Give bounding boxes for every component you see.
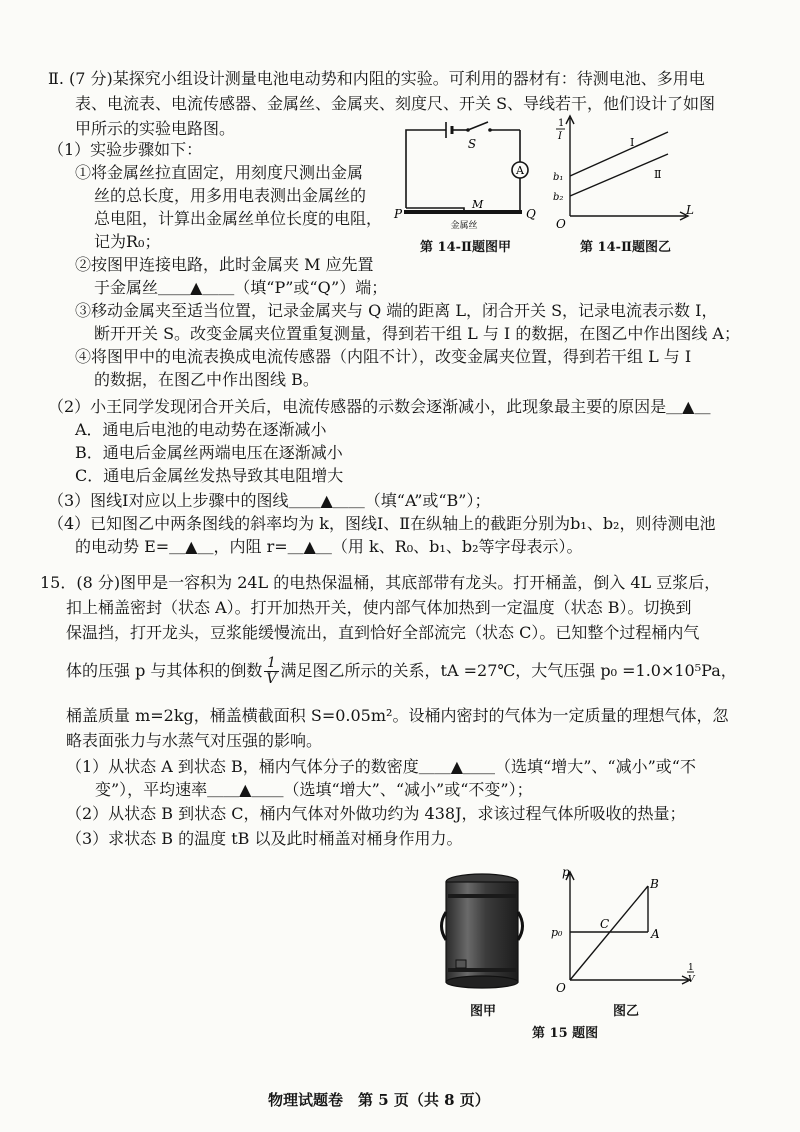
circuit-end-p-label: P <box>394 207 403 221</box>
q14-part4-line-1: （4）已知图乙中两条图线的斜率均为 k，图线Ⅰ、Ⅱ在纵轴上的截距分别为b₁、b₂，则待测电池 <box>48 514 716 533</box>
q14-step2-line-1: ②按图甲连接电路，此时金属夹 M 应先置 <box>75 255 374 274</box>
q14-step1-line-4: 记为R₀； <box>94 232 161 251</box>
q15-line-6: 略表面张力与水蒸气对压强的影响。 <box>66 731 323 750</box>
q15-part3: （3）求状态 B 的温度 tB 以及此时桶盖对桶身作用力。 <box>66 829 463 848</box>
q14-step3-line-1: ③移动金属夹至适当位置，记录金属夹与 Q 端的距离 L，闭合开关 S，记录电流表示数 I， <box>75 301 718 320</box>
graph-x-label: L <box>686 203 694 217</box>
graph-y-label-num: 1 <box>558 118 565 129</box>
q15-line-4-post: 满足图乙所示的关系，tA =27℃，大气压强 p₀ =1.0×10⁵Pa， <box>280 661 737 680</box>
page-footer: 物理试题卷 第 5 页（共 8 页） <box>268 1091 490 1109</box>
q15-fraction-den: V <box>266 671 277 687</box>
circuit-ammeter-label: A <box>516 164 524 177</box>
graph-b2-label: b₂ <box>553 192 564 203</box>
q15-figure-caption: 第 15 题图 <box>532 1026 599 1041</box>
q14-part1-heading: （1）实验步骤如下： <box>48 140 203 159</box>
q14-step1-line-1: ①将金属丝拉直固定，用刻度尺测出金属 <box>75 163 364 182</box>
q15-line-5: 桶盖质量 m=2kg，桶盖横截面积 S=0.05m²。设桶内密封的气体为一定质量的理想气体，忽 <box>66 706 729 725</box>
q15-line-ob <box>570 886 648 980</box>
q15-line-2: 扣上桶盖密封（状态 A）。打开加热开关，使内部气体加热到一定温度（状态 B）。切换到 <box>66 598 692 617</box>
q15-fraction-num: 1 <box>264 656 278 672</box>
graph-origin: O <box>556 217 566 230</box>
graph-line-2-label: Ⅱ <box>654 168 662 181</box>
q14-step1-line-3: 总电阻，计算出金属丝单位长度的电阻， <box>94 209 383 228</box>
q14-figure-yi-caption: 第 14-Ⅱ题图乙 <box>580 240 671 255</box>
q15-graph-x-num: 1 <box>688 963 694 973</box>
q15-part1-line-1: （1）从状态 A 到状态 B，桶内气体分子的数密度＿＿▲＿＿（选填“增大”、“减小”或“不 <box>66 757 696 776</box>
q15-graph-yi <box>548 868 698 994</box>
q15-reciprocal-fraction <box>264 656 278 687</box>
q14-step4-line-2: 的数据，在图乙中作出图线 B。 <box>94 370 319 389</box>
q15-graph-x-den: V <box>688 975 695 985</box>
q15-figure-jia-label: 图甲 <box>470 1004 497 1019</box>
q15-line-4-pre: 体的压强 p 与其体积的倒数 <box>66 661 263 680</box>
q14-step1-line-2: 丝的总长度，用多用电表测出金属丝的 <box>94 186 367 205</box>
q15-point-b: B <box>650 877 659 891</box>
q14-option-c: C．通电后金属丝发热导致其电阻增大 <box>75 466 344 485</box>
q15-figure-yi-label: 图乙 <box>613 1004 640 1019</box>
q15-line-1: 15．(8 分)图甲是一容积为 24L 的电热保温桶，其底部带有龙头。打开桶盖，倒入 4L 豆浆后， <box>40 573 721 592</box>
q14-option-a: A．通电后电池的电动势在逐渐减小 <box>75 420 327 439</box>
q15-point-a: A <box>651 927 660 941</box>
q14-part4-line-2: 的电动势 E=＿▲＿，内阻 r=＿▲＿（用 k、R₀、b₁、b₂等字母表示）。 <box>75 537 583 556</box>
graph-b1-label: b₁ <box>553 172 564 183</box>
q14-line-1: Ⅱ. (7 分)某探究小组设计测量电池电动势和内阻的实验。可利用的器材有：待测电池、多用电 <box>48 69 705 88</box>
q15-part2: （2）从状态 B 到状态 C，桶内气体对外做功约为 438J，求该过程气体所吸收的热量； <box>66 804 686 823</box>
q14-graph-yi <box>550 110 700 230</box>
q14-step2-line-2: 于金属丝＿＿▲＿＿（填“P”或“Q”）端； <box>94 278 388 297</box>
q14-figure-jia-caption: 第 14-Ⅱ题图甲 <box>420 240 511 255</box>
q14-circuit-diagram <box>392 118 542 230</box>
q15-line-4 <box>66 651 737 691</box>
q15-line-3: 保温挡，打开龙头，豆浆能缓慢流出，直到恰好全部流完（状态 C）。已知整个过程桶内气 <box>66 623 700 642</box>
q14-part3: （3）图线Ⅰ对应以上步骤中的图线＿＿▲＿＿（填“A”或“B”）； <box>48 491 491 510</box>
circuit-end-q-label: Q <box>526 207 536 221</box>
q14-option-b: B．通电后金属丝两端电压在逐渐减小 <box>75 443 343 462</box>
q15-part1-line-2: 变”），平均速率＿＿▲＿＿（选填“增大”、“减小”或“不变”）； <box>95 780 533 799</box>
q14-line-3: 甲所示的实验电路图。 <box>75 119 236 138</box>
q14-line-2: 表、电流表、电流传感器、金属丝、金属夹、刻度尺、开关 S、导线若干，他们设计了如图 <box>75 94 716 113</box>
circuit-clamp-label: M <box>472 198 484 211</box>
q15-point-c: C <box>600 917 610 931</box>
q14-part2-line-1: （2）小王同学发现闭合开关后，电流传感器的示数会逐渐减小，此现象最主要的原因是＿▲＿ <box>48 397 711 416</box>
circuit-wire-label: 金属丝 <box>450 221 478 230</box>
graph-y-label-den: I <box>558 131 562 142</box>
q15-thermos-image <box>434 872 530 992</box>
q15-graph-y-label: p <box>562 868 570 879</box>
q15-graph-p0: p₀ <box>551 926 563 939</box>
q14-step4-line-1: ④将图甲中的电流表换成电流传感器（内阻不计），改变金属夹位置，得到若干组 L 与 I <box>75 347 692 366</box>
q14-step3-line-2: 断开开关 S。改变金属夹位置重复测量，得到若干组 L 与 I 的数据，在图乙中作出图线 A； <box>94 324 740 343</box>
q15-graph-origin: O <box>556 981 566 994</box>
graph-line-1-label: Ⅰ <box>630 136 635 149</box>
circuit-switch-label: S <box>467 137 477 151</box>
